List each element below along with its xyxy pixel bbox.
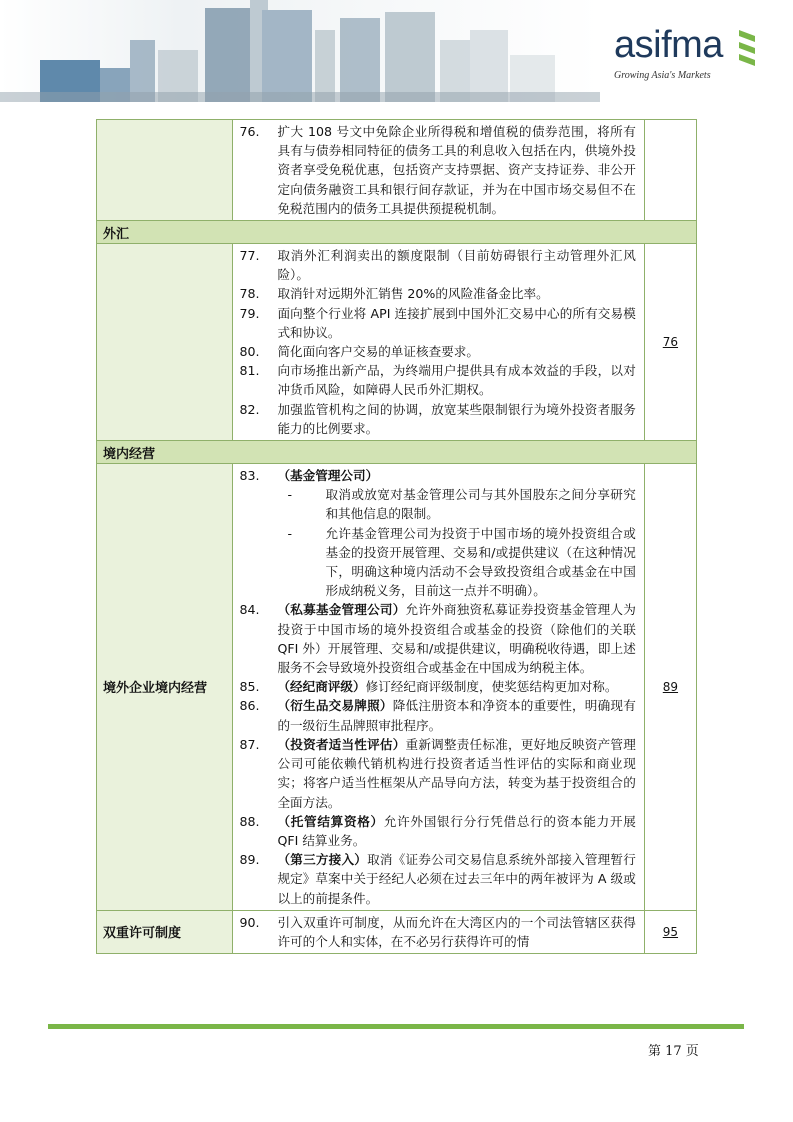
dash-icon: - — [287, 525, 292, 541]
table-row-domestic — [97, 464, 697, 911]
asifma-logo — [610, 18, 770, 88]
item-title: （托管结算资格） — [277, 813, 384, 829]
item-80 — [239, 342, 635, 361]
item-text: 重新调整责任标准，更好地反映资产管理公司可能依赖代销机构进行投资者适当性评估的实际和商业现实；将客户适当性框架从产品导向方法，转变为基于投资组合的全面方法。 — [277, 736, 636, 810]
category-cell: 境外企业境内经营 — [97, 464, 233, 911]
item-text: 取消《证券公司交易信息系统外部接入管理暂行规定》草案中关于经纪人必须在过去三年中的两年被评为 A 级或以上的前提条件。 — [277, 852, 636, 906]
logo-wordmark: asifma — [614, 24, 723, 66]
item-90 — [239, 913, 635, 951]
ref-cell-empty — [644, 120, 696, 221]
item-text: 允许外国银行分行凭借总行的资本能力开展 QFI 结算业务。 — [277, 813, 636, 848]
item-number: 86. — [239, 698, 260, 714]
item-number: 79. — [239, 305, 260, 321]
table-row-fx — [97, 244, 697, 441]
item-text: 修订经纪商评级制度，使奖惩结构更加对称。 — [365, 679, 618, 695]
item-text: 取消外汇利润卖出的额度限制（目前妨碍银行主动管理外汇风险）。 — [277, 248, 636, 283]
item-text: 向市场推出新产品，为终端用户提供具有成本效益的手段，以对冲货币风险，如障碍人民币外汇期权。 — [277, 363, 636, 398]
sub-bullet — [239, 485, 635, 523]
item-number: 89. — [239, 852, 260, 868]
page-number: 第 17 页 — [648, 1044, 699, 1059]
item-79 — [239, 304, 635, 342]
item-title: （私募基金管理公司） — [277, 602, 406, 618]
ref-cell — [644, 910, 696, 953]
page-ref-link[interactable]: 76 — [662, 335, 679, 350]
sub-bullet-text: 允许基金管理公司为投资于中国市场的境外投资组合或基金的投资开展管理、交易和/或提供建议（在这种情况下，明确这种境内活动不会导致投资组合或基金在中国形成纳税义务，目前这一点并不明确）。 — [325, 525, 636, 599]
item-78 — [239, 284, 635, 303]
item-82 — [239, 400, 635, 438]
item-76 — [239, 122, 635, 218]
items-cell — [233, 244, 644, 441]
item-88 — [239, 812, 635, 850]
item-text: 降低注册资本和净资本的重要性，明确现有的一级衍生品牌照审批程序。 — [277, 698, 636, 733]
item-number: 85. — [239, 679, 260, 695]
item-84 — [239, 600, 635, 677]
item-title: （投资者适当性评估） — [277, 736, 406, 752]
sub-bullet-text: 取消或放宽对基金管理公司与其外国股东之间分享研究和其他信息的限制。 — [325, 487, 636, 522]
logo-tagline: Growing Asia's Markets — [614, 70, 711, 81]
items-cell — [233, 464, 644, 911]
item-text: 引入双重许可制度，从而允许在大湾区内的一个司法管辖区获得许可的个人和实体，在不必另行获得许可的情 — [277, 914, 636, 949]
item-number: 78. — [239, 286, 260, 302]
table-row-76 — [97, 120, 697, 221]
item-81 — [239, 361, 635, 399]
item-number: 90. — [239, 914, 260, 930]
item-title: （第三方接入） — [277, 852, 368, 868]
item-text: 简化面向客户交易的单证核查要求。 — [277, 344, 479, 360]
item-title: （经纪商评级） — [277, 679, 366, 695]
category-cell: 双重许可制度 — [97, 910, 233, 953]
item-87 — [239, 735, 635, 812]
dash-icon: - — [287, 487, 292, 503]
item-number: 88. — [239, 813, 260, 829]
page-ref-link[interactable]: 95 — [662, 924, 679, 939]
footer-green-rule — [48, 1024, 744, 1029]
item-number: 83. — [239, 468, 260, 484]
item-number: 84. — [239, 602, 260, 618]
category-cell-empty — [97, 244, 233, 441]
section-header-fx — [97, 221, 697, 244]
item-title: （基金管理公司） — [277, 468, 379, 484]
section-header-domestic — [97, 441, 697, 464]
item-number: 81. — [239, 363, 260, 379]
item-number: 76. — [239, 124, 260, 139]
logo-chevron-icon — [737, 26, 759, 74]
item-number: 77. — [239, 248, 260, 264]
item-text: 面向整个行业将 API 连接扩展到中国外汇交易中心的所有交易模式和协议。 — [277, 305, 636, 340]
category-cell-empty — [97, 120, 233, 221]
item-text: 扩大 108 号文中免除企业所得税和增值税的债券范围，将所有具有与债券相同特征的债务工具的利息收入包括在内，供境外投资者享受免税优惠，包括资产支持票据、资产支持证券、非公开定向债务融资工具和银行间存款证，并为在中国市场交易但不在免税范围内的债务工具提供预提税机制。 — [277, 124, 636, 216]
item-title: （衍生品交易牌照） — [277, 698, 393, 714]
ref-cell — [644, 244, 696, 441]
item-86 — [239, 696, 635, 734]
item-number: 87. — [239, 736, 260, 752]
header-city-banner — [0, 0, 600, 102]
item-text: 允许外商独资私募证券投资基金管理人为投资于中国市场的境外投资组合或基金的投资（除他们的关联 QFI 外）开展管理、交易和/或提供建议，明确税收待遇，即上述服务不会导致境外投资组合或基金在中国成为纳税主体。 — [277, 602, 636, 676]
ref-cell — [644, 464, 696, 911]
item-83 — [239, 466, 635, 485]
table-row-dual — [97, 910, 697, 953]
item-85 — [239, 677, 635, 696]
items-cell — [233, 910, 644, 953]
item-number: 82. — [239, 401, 260, 417]
item-text: 加强监管机构之间的协调，放宽某些限制银行为境外投资者服务能力的比例要求。 — [277, 401, 636, 436]
page-ref-link[interactable]: 89 — [662, 679, 679, 694]
item-89 — [239, 850, 635, 908]
item-text: 取消针对远期外汇销售 20%的风险准备金比率。 — [277, 286, 549, 302]
section-title: 境内经营 — [97, 441, 697, 464]
item-77 — [239, 246, 635, 284]
section-title: 外汇 — [97, 221, 697, 244]
sub-bullet — [239, 524, 635, 601]
item-number: 80. — [239, 344, 260, 360]
items-cell — [233, 120, 644, 221]
recommendations-table — [96, 119, 697, 954]
